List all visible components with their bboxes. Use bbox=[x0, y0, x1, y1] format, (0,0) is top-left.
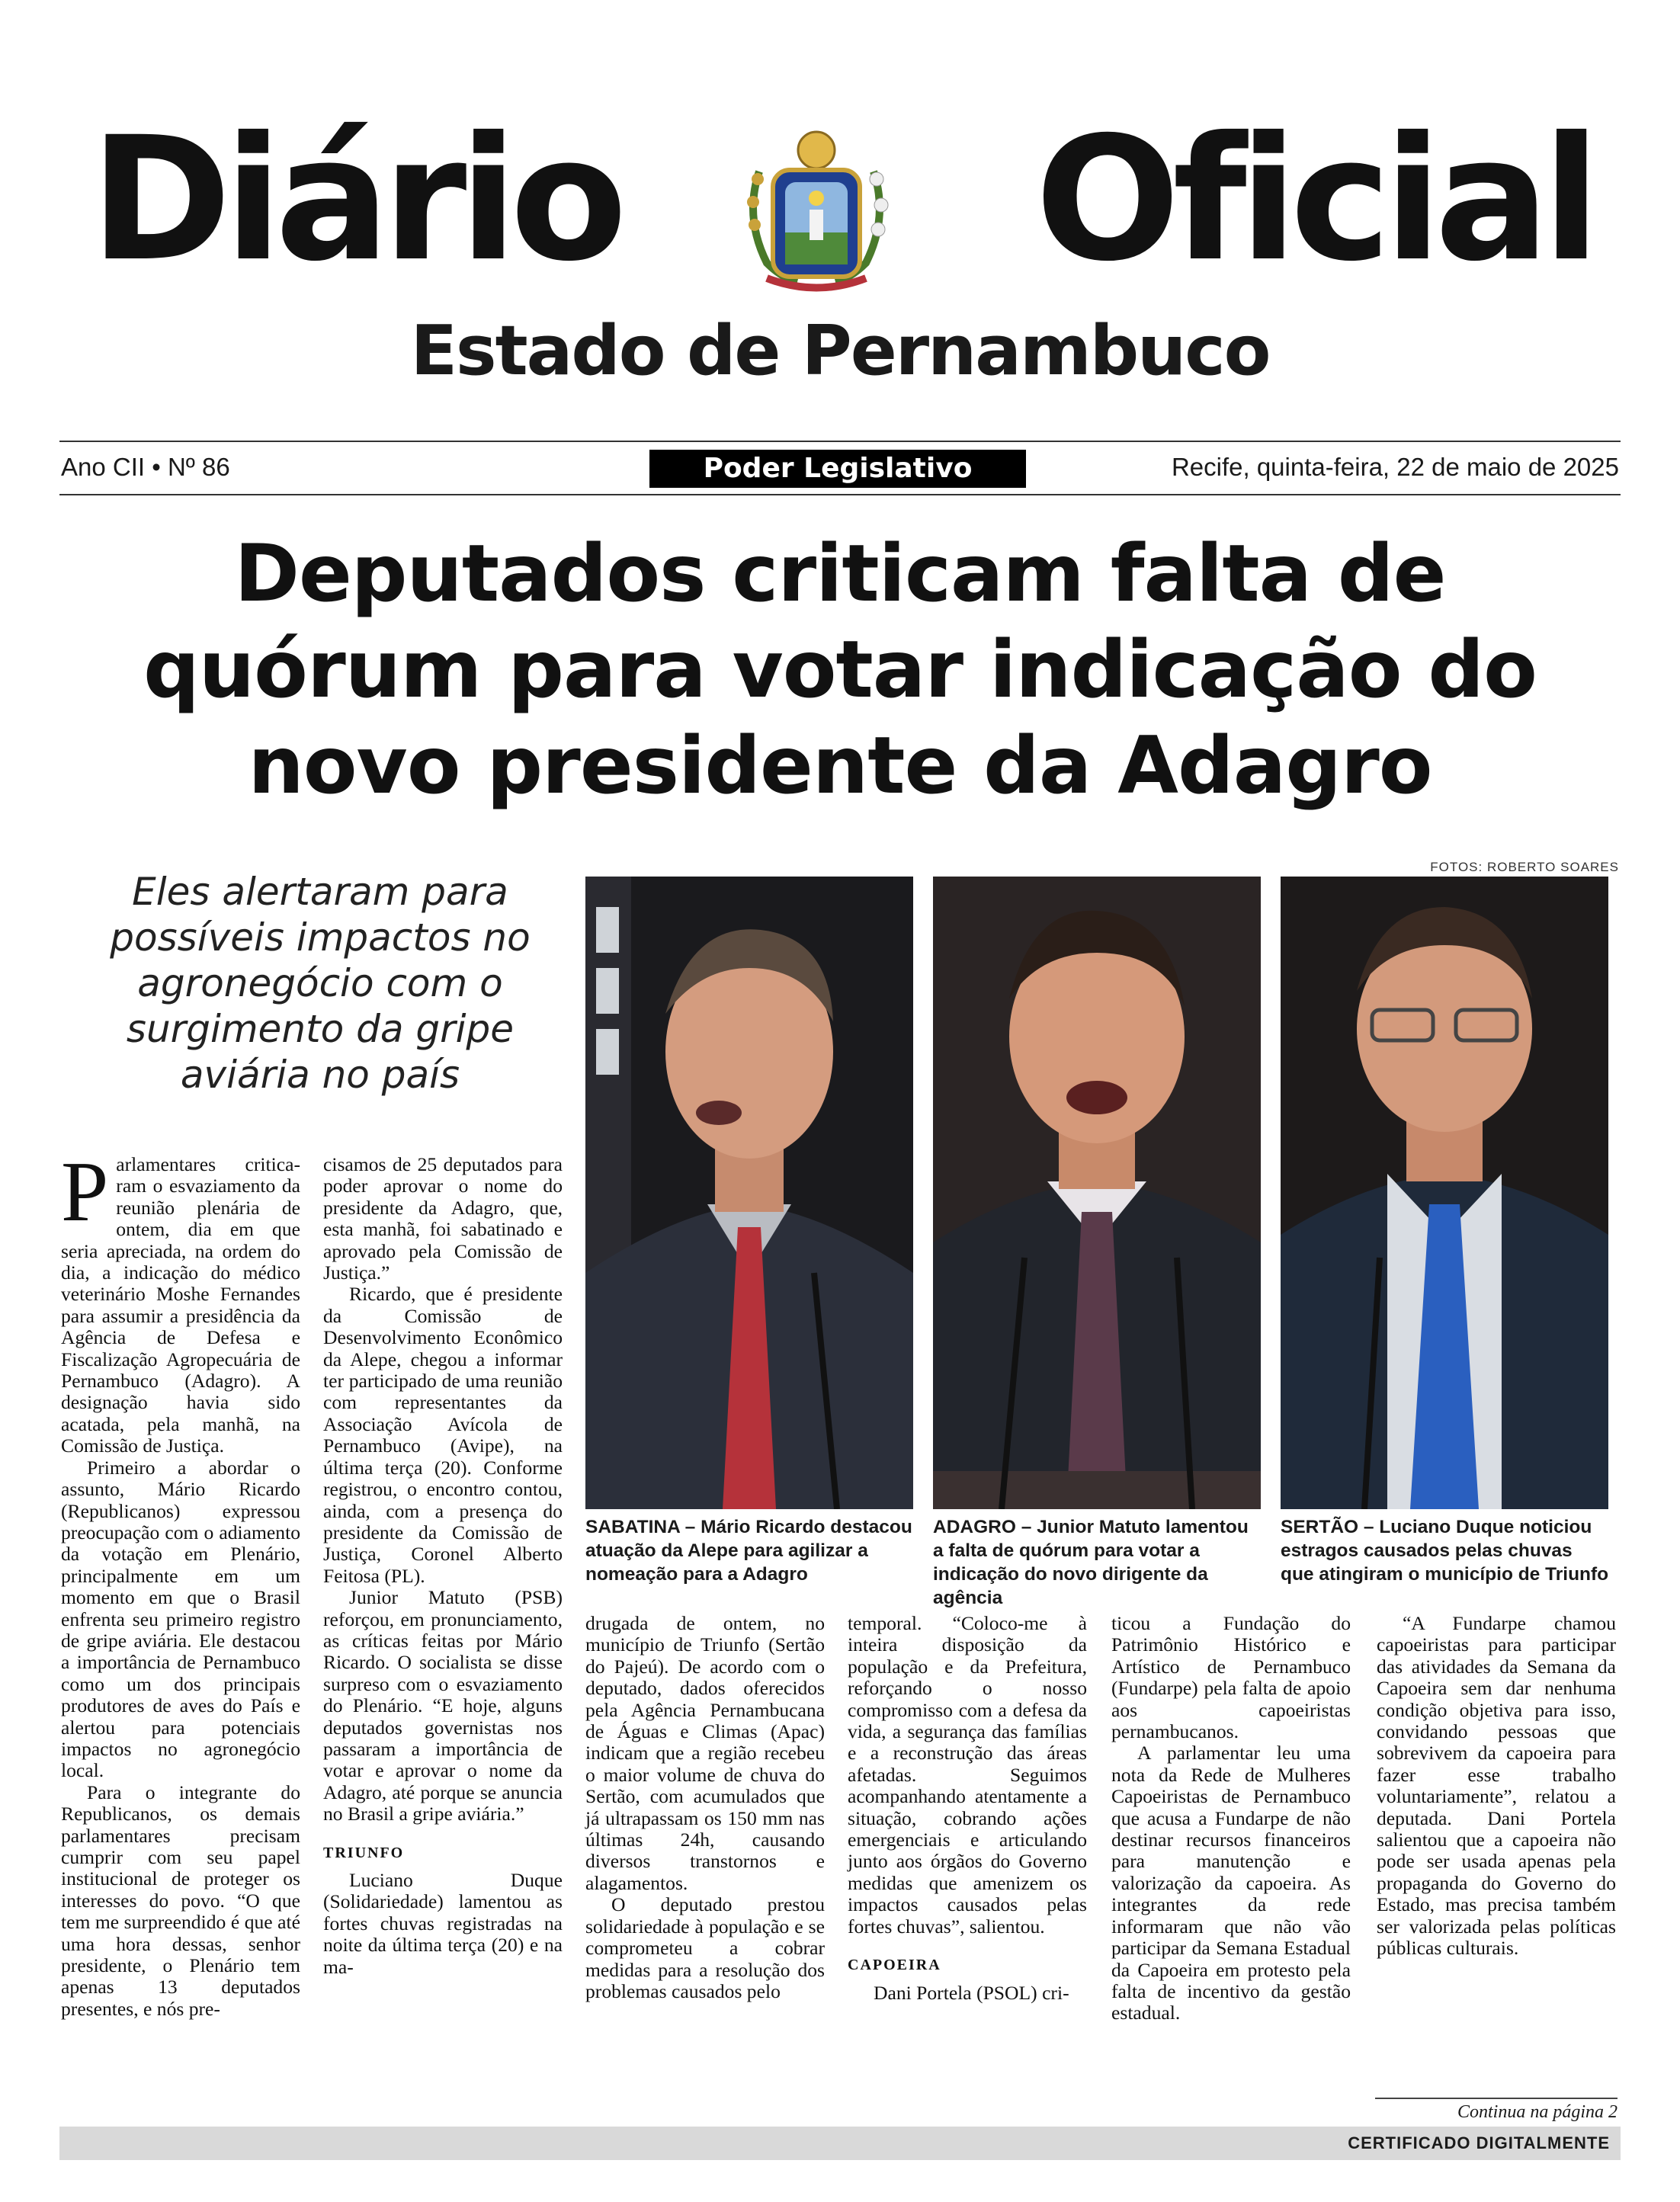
publication-date: Recife, quinta-feira, 22 de maio de 2025 bbox=[1171, 453, 1619, 481]
certified-label: CERTIFICADO DIGITALMENTE bbox=[1348, 2133, 1610, 2152]
article-paragraph: O deputado prestou solidariedade à população e se comprometeu a cobrar medidas para a resolução dos problemas causados pelo bbox=[585, 1893, 825, 2002]
article-paragraph: temporal. “Coloco-me à inteira disposição da população e da Prefeitura, reforçando o nosso compromisso com a defesa da vida, a segurança das famílias e a reconstrução das áreas afetadas. Seguimos acompanhando atentamente a situação, cobrando ações emergenciais e articulando junto aos órgãos do Governo medidas que amenizem os impactos causados pelas fortes chuvas”, salientou. bbox=[848, 1612, 1087, 1938]
article-paragraph: A parlamentar leu uma nota da Rede de Mulheres Capoeiristas de Pernambuco que acusa a Fundarpe de não destinar recursos financeiros para manutenção e valorização da capoeira. As integrantes da rede informaram que não vão participar da Semana Estadual da Capoeira em protesto pela falta de incentivo da gestão estadual. bbox=[1111, 1742, 1351, 2024]
article-paragraph: ticou a Fundação do Patrimônio Histórico e Artístico de Pernambuco (Fundarpe) pela falta de apoio aos capoeiristas pernambucanos. bbox=[1111, 1612, 1351, 1743]
article-column-6 bbox=[1377, 1613, 1616, 1960]
coat-of-arms-icon bbox=[736, 126, 896, 301]
article-paragraph: “A Fundarpe chamou capoeiristas para participar das atividades da Semana da Capoeira sem dar nenhuma condição objetiva para isso, convidando pessoas que sobrevivem da capoeira para fazer esse trabalho voluntariamente”, relatou a deputada. Dani Portela salientou que a capoeira não pode ser usada apenas pela propaganda do Governo do Estado, mas precisa também ser valorizada pelas políticas públicas culturais. bbox=[1377, 1612, 1616, 1960]
deck-line: agronegócio com o bbox=[137, 961, 503, 1005]
photo-luciano-duque bbox=[1281, 877, 1608, 1509]
photo-junior-matuto bbox=[933, 877, 1261, 1509]
headline bbox=[61, 526, 1619, 814]
photo-credit: FOTOS: ROBERTO SOARES bbox=[1430, 860, 1619, 874]
continued-link[interactable]: Continua na página 2 bbox=[1457, 2102, 1617, 2122]
section-label: Poder Legislativo bbox=[649, 450, 1026, 488]
article-column-3 bbox=[585, 1613, 825, 2002]
subheading: TRIUNFO bbox=[323, 1844, 405, 1861]
dropcap: P bbox=[61, 1145, 109, 1239]
article-column-2 bbox=[323, 1154, 563, 1978]
deck-line: surgimento da gripe bbox=[126, 1007, 515, 1051]
continued-rule bbox=[1375, 2098, 1617, 2099]
article-paragraph: Dani Portela (PSOL) cri- bbox=[874, 1981, 1069, 2004]
headline-line: quórum para votar indicação do bbox=[143, 624, 1537, 716]
deck bbox=[61, 869, 579, 1098]
edition-number: Ano CII • Nº 86 bbox=[61, 453, 230, 481]
masthead-subtitle: Estado de Pernambuco bbox=[410, 311, 1270, 391]
article-paragraph: Junior Matuto (PSB) reforçou, em pronunciamento, as críticas feitas por Mário Ricardo. O socialista se disse surpreso com o esvaziamento do Plenário. “E hoje, alguns deputados governistas nos passaram a importância de votar e aprovar o nome da Adagro, até porque se anuncia no Brasil a gripe aviária.” bbox=[323, 1586, 563, 1825]
article-paragraph: Primeiro a abordar o assunto, Mário Ricardo (Republicanos) expressou preocupação com o adiamento da votação em Plenário, principalmente em um momento em que o Brasil enfrenta seu primeiro registro de gripe aviária. Ele destacou a importância de Pernambuco como um dos principais produtores de aves do País e alertou para potenciais impactos no agronegócio local. bbox=[61, 1456, 300, 1782]
photo-caption: ADAGRO – Junior Matuto lamentou a falta de quórum para votar a indicação do novo dirigente da agência bbox=[933, 1517, 1249, 1608]
article-paragraph: Ricardo, que é presidente da Comissão de Desenvolvimento Econômico da Alepe, chegou a informar ter participado de uma reunião com representantes da Associação Avícola de Pernambuco (Avipe), na última terça (20). Conforme registrou, o encontro contou, ainda, com a presença do presidente da Comissão de Justiça, Coronel Alberto Feitosa (PL). bbox=[323, 1283, 563, 1587]
masthead-title-left: Diário bbox=[90, 100, 620, 299]
photo-caption: SABATINA – Mário Ricardo destacou atuação da Alepe para agilizar a nomeação para a Adagro bbox=[585, 1517, 912, 1585]
article-paragraph: Luciano Duque (Solidariedade) lamentou as fortes chuvas registradas na noite da última terça (20) e na ma- bbox=[323, 1869, 563, 1978]
photo-caption: SERTÃO – Luciano Duque noticiou estragos causados pelas chuvas que atingiram o município de Triunfo bbox=[1281, 1517, 1609, 1585]
deck-line: possíveis impactos no bbox=[110, 915, 531, 960]
article-paragraph: arlamentares critica-ram o esvaziamento da reunião plenária de ontem, dia em que seria apreciada, na ordem do dia, a indicação do médico veterinário Moshe Fernandes para assumir a presidência da Agência de Defesa e Fiscalização Agropecuária de Pernambuco (Adagro). A designação havia sido acatada, pela manhã, na Comissão de Justiça. bbox=[61, 1153, 300, 1457]
article-column-5 bbox=[1111, 1613, 1351, 2024]
deck-line: Eles alertaram para bbox=[132, 870, 508, 914]
headline-line: novo presidente da Adagro bbox=[248, 720, 1432, 812]
headline-line: Deputados criticam falta de bbox=[234, 528, 1446, 620]
article-column-4 bbox=[848, 1613, 1087, 2004]
article-paragraph: cisamos de 25 deputados para poder aprovar o nome do presidente da Adagro, que, esta manhã, foi sabatinado e aprovado pela Comissão de Justiça.” bbox=[323, 1153, 563, 1284]
photo-mario-ricardo bbox=[585, 877, 913, 1509]
article-column-1 bbox=[61, 1145, 300, 2020]
bottom-rule bbox=[59, 494, 1621, 495]
deck-line: aviária no país bbox=[180, 1053, 460, 1097]
article-paragraph: drugada de ontem, no município de Triunfo (Sertão do Pajeú). De acordo com o deputado, dados oferecidos pela Agência Pernambucana de Águas e Climas (Apac) indicam que a região recebeu o maior volume de chuva do Sertão, com acumulados que já ultrapassam os 150 mm nas últimas 24h, causando diversos transtornos e alagamentos. bbox=[585, 1612, 825, 1894]
masthead-title-right: Oficial bbox=[1034, 100, 1593, 299]
subheading: CAPOEIRA bbox=[848, 1957, 941, 1974]
top-rule bbox=[59, 441, 1621, 442]
article-paragraph: Para o integrante do Republicanos, os demais parlamentares precisam cumprir com seu papel institucional de proteger os interesses do povo. “O que tem me surpreendido é que até uma hora dessas, senhor presidente, o Plenário tem apenas 13 deputados presentes, e nós pre- bbox=[61, 1781, 300, 2020]
